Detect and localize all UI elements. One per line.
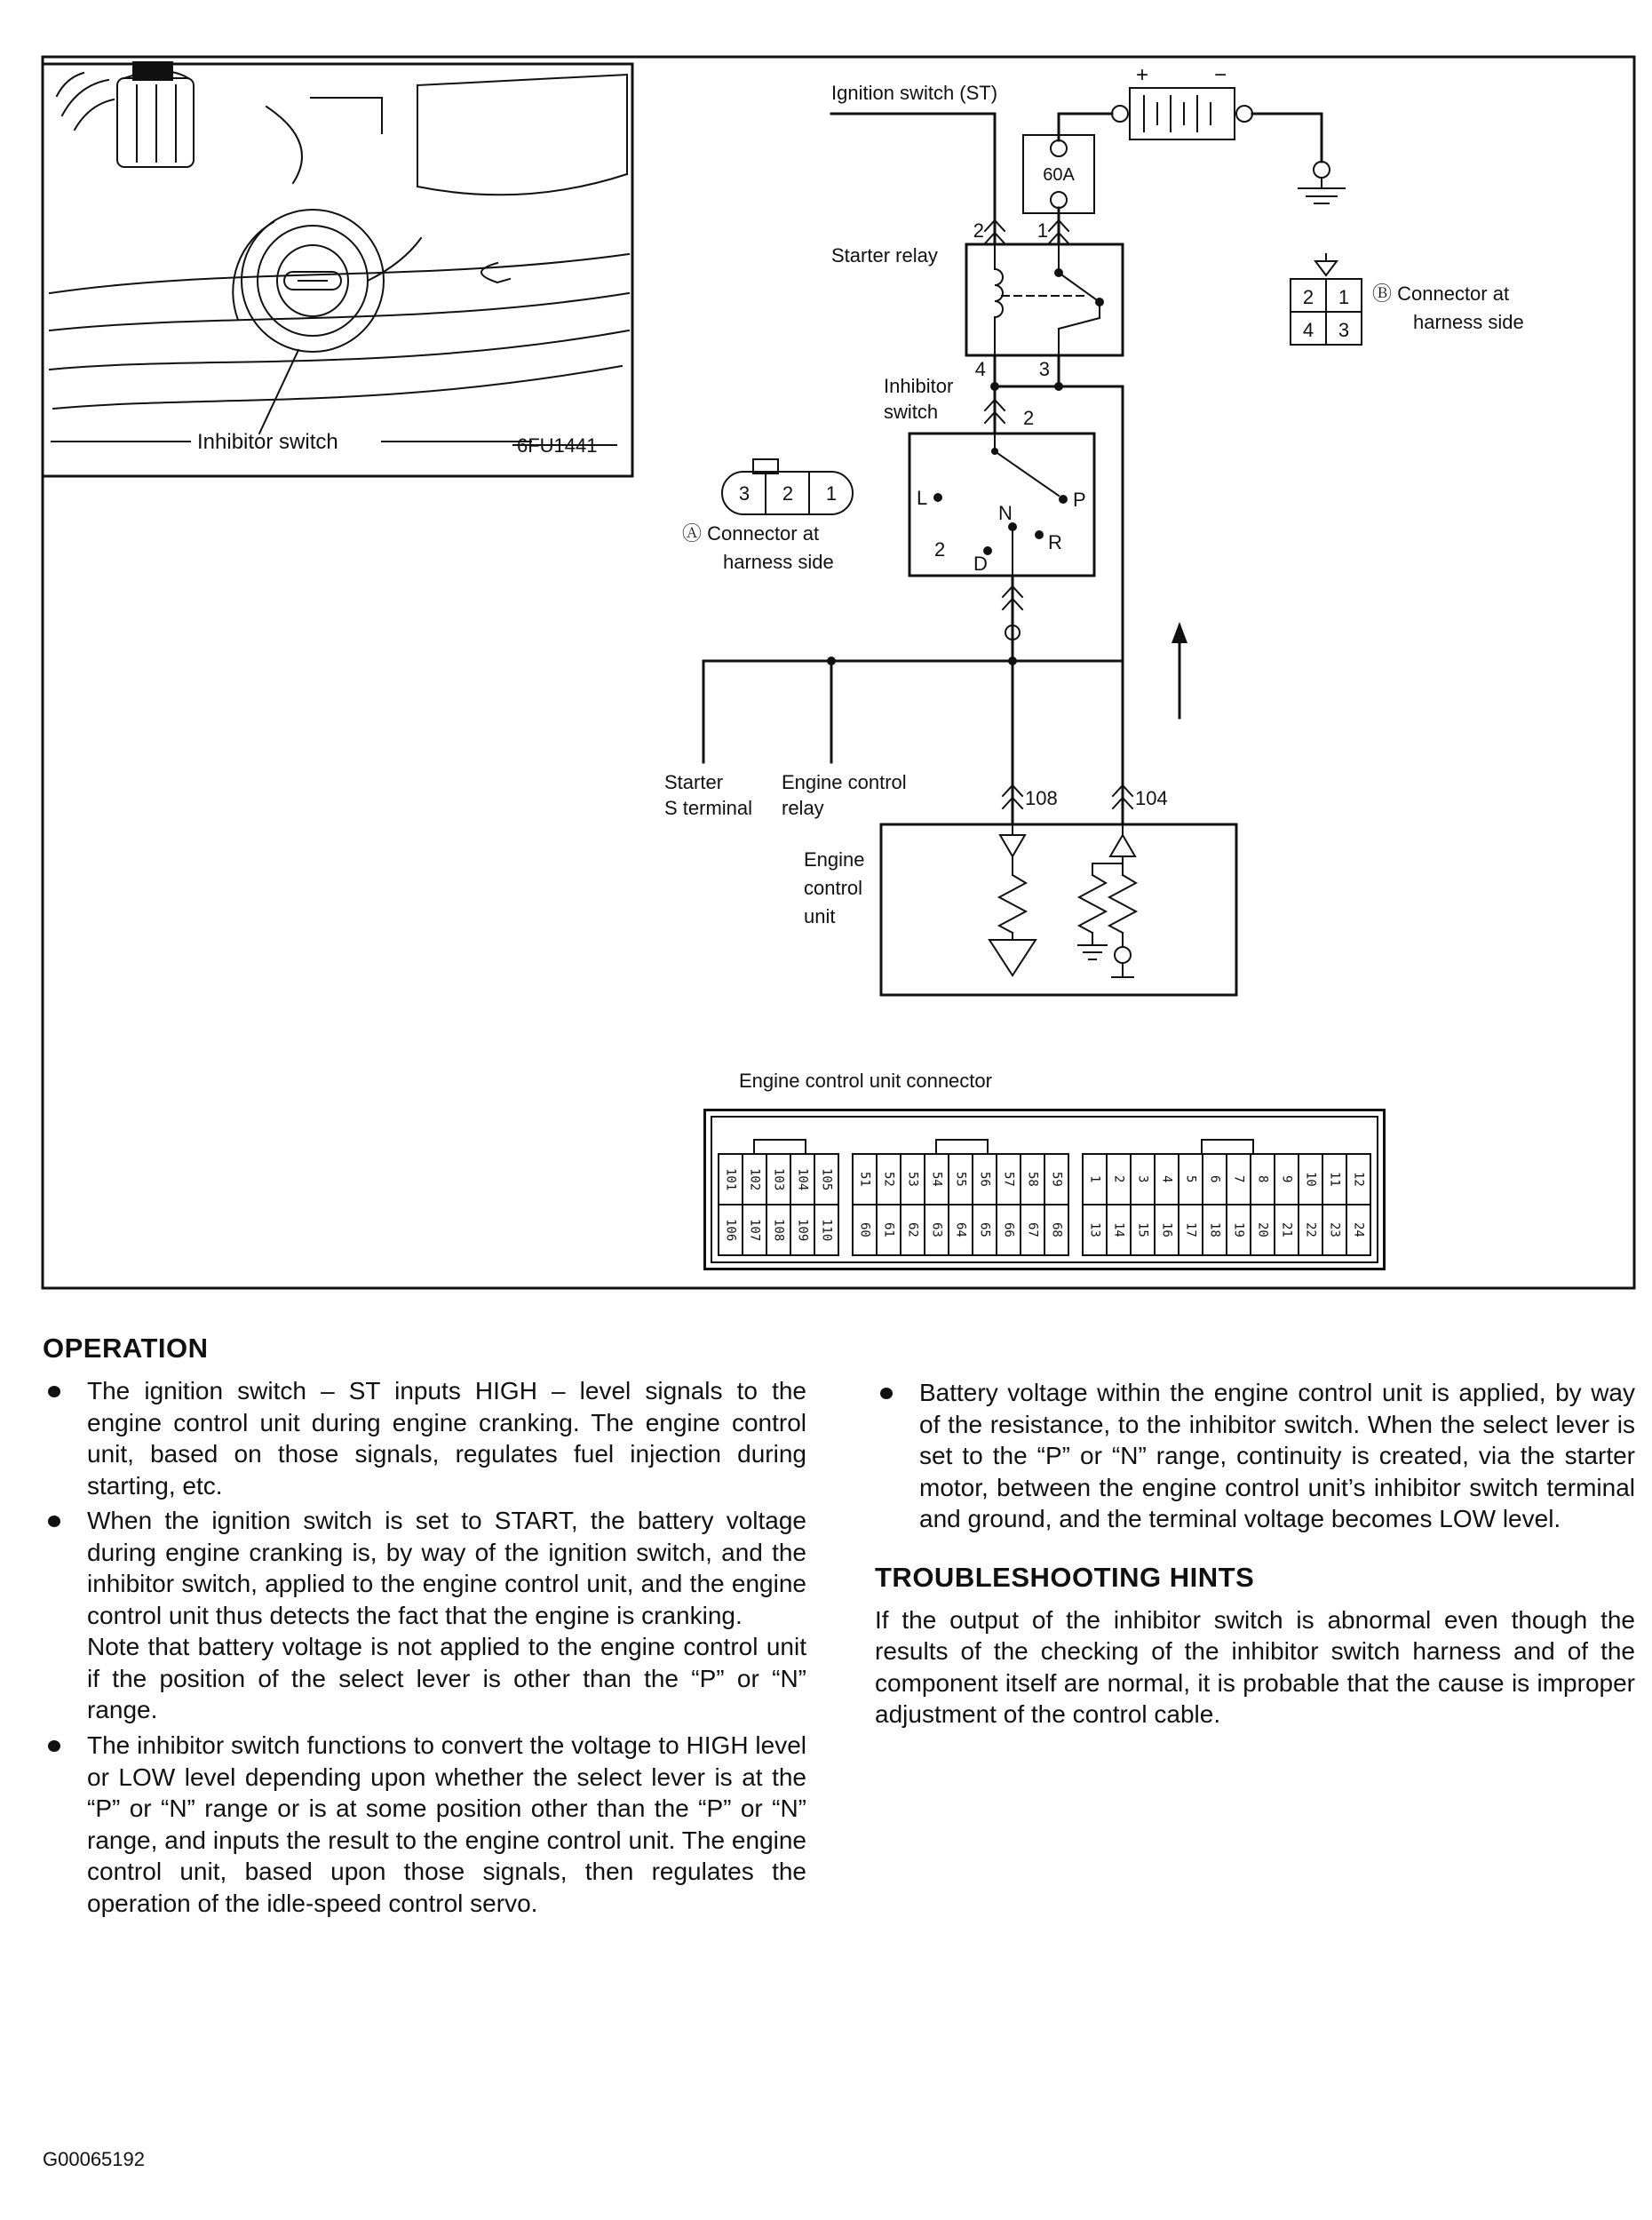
pin-number: 3 <box>1130 1153 1156 1205</box>
operation-bullet-2 <box>43 1505 806 1726</box>
relay-terminal-1: 1 <box>1036 219 1048 242</box>
pin-column <box>973 1155 997 1256</box>
pin-number: 51 <box>852 1153 878 1205</box>
pin-number: 68 <box>1044 1204 1069 1256</box>
pin-number: 8 <box>1250 1153 1275 1205</box>
pin-column <box>1179 1155 1203 1256</box>
illustration-code: 6FU1441 <box>517 434 598 457</box>
pin-column <box>997 1155 1021 1256</box>
pin-column <box>1323 1155 1347 1256</box>
pin-column <box>1203 1155 1227 1256</box>
pin-number: 52 <box>876 1153 901 1205</box>
operation-bullet-4-text: Battery voltage within the engine control unit is applied, by way of the resistance, to the inhibitor switch. When the select lever is set to the “P” or “N” range, continuity is created, via the starter motor, between the engine control unit’s inhibitor switch terminal and ground, and the terminal voltage becomes LOW level. <box>919 1379 1635 1533</box>
operation-bullet-2-text-a: When the ignition switch is set to START, the battery voltage during engine cranking is, by way of the ignition switch, and the inhibitor switch, applied to the engine control unit, and the engine control unit thus detects the fact that the engine is cranking. <box>87 1507 806 1629</box>
pin-number: 4 <box>1154 1153 1179 1205</box>
pin-number: 12 <box>1346 1153 1371 1205</box>
pin-number: 67 <box>1020 1204 1045 1256</box>
operation-bullet-2-text-b: Note that battery voltage is not applied to the engine control unit if the position of the select lever is other than the “P” or “N” range. <box>87 1633 806 1724</box>
ec-relay-label-1: Engine control <box>782 771 907 793</box>
pin-number: 10 <box>1298 1153 1323 1205</box>
pin-column <box>925 1155 949 1256</box>
pin-number: 106 <box>718 1204 743 1256</box>
ecu-label-1: Engine <box>804 848 865 871</box>
pin-number: 21 <box>1274 1204 1299 1256</box>
pin-column <box>719 1155 743 1256</box>
pin-column <box>901 1155 925 1256</box>
pin-number: 62 <box>900 1204 925 1256</box>
pin-number: 60 <box>852 1204 878 1256</box>
pin-grid-g2 <box>854 1155 1069 1256</box>
pin-column <box>1156 1155 1179 1256</box>
inhibitor-label-1: Inhibitor <box>884 375 954 397</box>
starter-s-label-2: S terminal <box>664 797 753 819</box>
pin-column <box>1045 1155 1069 1256</box>
pin-number: 105 <box>814 1153 839 1205</box>
connector-a <box>682 459 853 573</box>
pin-number: 103 <box>766 1153 791 1205</box>
connector-b-cell: 2 <box>1302 286 1314 308</box>
bullet-marker <box>48 1740 60 1752</box>
pin-number: 20 <box>1250 1204 1275 1256</box>
pin-column <box>1347 1155 1371 1256</box>
pin-grid-g1 <box>719 1155 839 1256</box>
starter-s-label-1: Starter <box>664 771 724 793</box>
ecu-label-3: unit <box>804 905 836 927</box>
pin-number: 5 <box>1178 1153 1203 1205</box>
operation-column-left <box>43 1333 806 1922</box>
troubleshooting-heading: TROUBLESHOOTING HINTS <box>875 1561 1255 1593</box>
connector-b <box>1291 254 1524 345</box>
pin-column <box>878 1155 901 1256</box>
label-ignition-switch: Ignition switch (ST) <box>831 82 998 104</box>
pin-number: 58 <box>1020 1153 1045 1205</box>
operation-heading: OPERATION <box>43 1333 209 1364</box>
pin-number: 61 <box>876 1204 901 1256</box>
connector-a-cell: 1 <box>825 482 838 505</box>
pin-column <box>854 1155 878 1256</box>
pin-number: 19 <box>1226 1204 1251 1256</box>
relay-terminal-2: 2 <box>973 219 984 242</box>
pin-column <box>1251 1155 1275 1256</box>
pin-number: 23 <box>1322 1204 1347 1256</box>
pin-number: 55 <box>948 1153 973 1205</box>
pin-column <box>743 1155 767 1256</box>
pin-number: 65 <box>972 1204 997 1256</box>
pin-number: 54 <box>924 1153 949 1205</box>
troubleshooting-text: If the output of the inhibitor switch is abnormal even though the results of the checking of the inhibitor switch harness and of the component itself are normal, it is probable that the cause is improper adjustment of the control cable. <box>875 1605 1635 1729</box>
pin-number: 59 <box>1044 1153 1069 1205</box>
pin-number: 110 <box>814 1204 839 1256</box>
battery-plus-label: + <box>1135 63 1149 87</box>
fuse-label: 60A <box>1043 165 1075 185</box>
connector-b-cell: 1 <box>1338 286 1350 308</box>
pin-104-label: 104 <box>1135 787 1168 809</box>
pin-column <box>1275 1155 1299 1256</box>
pin-number: 18 <box>1202 1204 1227 1256</box>
operation-bullet-3 <box>43 1730 806 1919</box>
pin-number: 7 <box>1226 1153 1251 1205</box>
ecu-connector-drawing <box>703 1109 1386 1270</box>
pin-108-label: 108 <box>1025 787 1058 809</box>
ecu-connector-group-2 <box>854 1139 1069 1256</box>
engine-control-unit <box>804 824 1236 995</box>
ecu-label-2: control <box>804 877 863 899</box>
pin-number: 2 <box>1106 1153 1132 1205</box>
pin-number: 53 <box>900 1153 925 1205</box>
connector-a-label-2: harness side <box>723 551 834 573</box>
relay-terminal-4: 4 <box>974 358 986 380</box>
ground-symbol <box>1299 162 1345 203</box>
pin-grid-g3 <box>1084 1155 1371 1256</box>
ec-relay-label-2: relay <box>782 797 824 819</box>
starter-relay-label: Starter relay <box>831 244 938 267</box>
pin-number: 109 <box>790 1204 815 1256</box>
switch-pos-D: D <box>973 553 988 575</box>
relay-terminal-3: 3 <box>1038 358 1050 380</box>
pin-number: 15 <box>1130 1204 1156 1256</box>
switch-pos-P: P <box>1073 489 1086 511</box>
pin-column <box>1108 1155 1132 1256</box>
switch-pos-L: L <box>917 487 928 509</box>
inhibitor-switch <box>909 434 1094 576</box>
bullet-marker <box>880 1388 893 1399</box>
pin-column <box>1021 1155 1045 1256</box>
operation-column-right <box>875 1333 1635 1731</box>
pin-column <box>1084 1155 1108 1256</box>
engine-bay-illustration <box>43 62 632 476</box>
pin-number: 66 <box>996 1204 1021 1256</box>
pin-number: 14 <box>1106 1204 1132 1256</box>
bullet-marker <box>48 1386 60 1397</box>
pin-number: 63 <box>924 1204 949 1256</box>
pin-number: 102 <box>742 1153 767 1205</box>
pin-number: 64 <box>948 1204 973 1256</box>
ecu-connector-group-1 <box>719 1139 839 1256</box>
pin-number: 6 <box>1202 1153 1227 1205</box>
ecu-connector-group-3 <box>1084 1139 1371 1256</box>
switch-pos-N: N <box>998 502 1013 524</box>
pin-number: 57 <box>996 1153 1021 1205</box>
pin-number: 108 <box>766 1204 791 1256</box>
connector-b-label-2: harness side <box>1413 311 1524 333</box>
connector-key-tab <box>753 1139 806 1153</box>
pin-number: 16 <box>1154 1204 1179 1256</box>
connector-a-cell: 3 <box>738 482 751 505</box>
connector-a-label-1: Ⓐ Connector at <box>682 522 820 545</box>
fuse-60a <box>1023 135 1094 244</box>
ignition-battery-circuit <box>831 63 1345 244</box>
page-code: G00065192 <box>43 2148 145 2170</box>
diagram-frame <box>43 57 1634 1288</box>
switch-pos-R: R <box>1048 531 1062 553</box>
battery-minus-label: − <box>1213 63 1227 87</box>
battery-symbol <box>1112 63 1252 139</box>
switch-terminal-2: 2 <box>934 538 946 561</box>
pin-number: 56 <box>972 1153 997 1205</box>
pin-column <box>1132 1155 1156 1256</box>
operation-bullet-4 <box>875 1377 1635 1535</box>
bus-wiring <box>664 576 1187 824</box>
pin-number: 24 <box>1346 1204 1371 1256</box>
inhibitor-label-2: switch <box>884 401 939 423</box>
operation-bullet-1 <box>43 1375 806 1501</box>
wire-2-label: 2 <box>1023 407 1035 429</box>
pin-number: 13 <box>1082 1204 1108 1256</box>
ecu-connector-housing <box>711 1116 1378 1263</box>
pin-number: 9 <box>1274 1153 1299 1205</box>
bullet-marker <box>48 1516 60 1527</box>
pin-column <box>1227 1155 1251 1256</box>
connector-b-label-1: Ⓑ Connector at <box>1372 282 1510 305</box>
operation-bullet-1-text: The ignition switch – ST inputs HIGH – level signals to the engine control unit during engine cranking. The engine control unit, based on those signals, regulates fuel injection during starting, etc. <box>87 1377 806 1500</box>
pin-column <box>1299 1155 1323 1256</box>
connector-a-cell: 2 <box>782 482 794 505</box>
pin-column <box>949 1155 973 1256</box>
pin-number: 104 <box>790 1153 815 1205</box>
ecu-connector-caption: Engine control unit connector <box>739 1070 992 1092</box>
pin-number: 101 <box>718 1153 743 1205</box>
connector-b-cell: 4 <box>1302 319 1314 341</box>
pin-number: 11 <box>1322 1153 1347 1205</box>
pin-column <box>815 1155 839 1256</box>
connector-key-tab <box>1201 1139 1254 1153</box>
pin-column <box>791 1155 815 1256</box>
connector-key-tab <box>935 1139 989 1153</box>
pin-number: 17 <box>1178 1204 1203 1256</box>
connector-b-cell: 3 <box>1338 319 1350 341</box>
pin-number: 1 <box>1082 1153 1108 1205</box>
pin-number: 107 <box>742 1204 767 1256</box>
pin-column <box>767 1155 791 1256</box>
operation-bullet-3-text: The inhibitor switch functions to convert the voltage to HIGH level or LOW level depending upon whether the select lever is at the “P” or “N” range or is at some position other than the “P” or “N” range, and inputs the result to the engine control unit. The engine control unit, based upon those signals, then regulates the operation of the idle-speed control servo. <box>87 1731 806 1917</box>
relay-to-switch-wiring <box>884 355 1123 824</box>
pin-number: 22 <box>1298 1204 1323 1256</box>
illustration-caption: Inhibitor switch <box>197 430 338 454</box>
starter-relay <box>831 219 1123 380</box>
